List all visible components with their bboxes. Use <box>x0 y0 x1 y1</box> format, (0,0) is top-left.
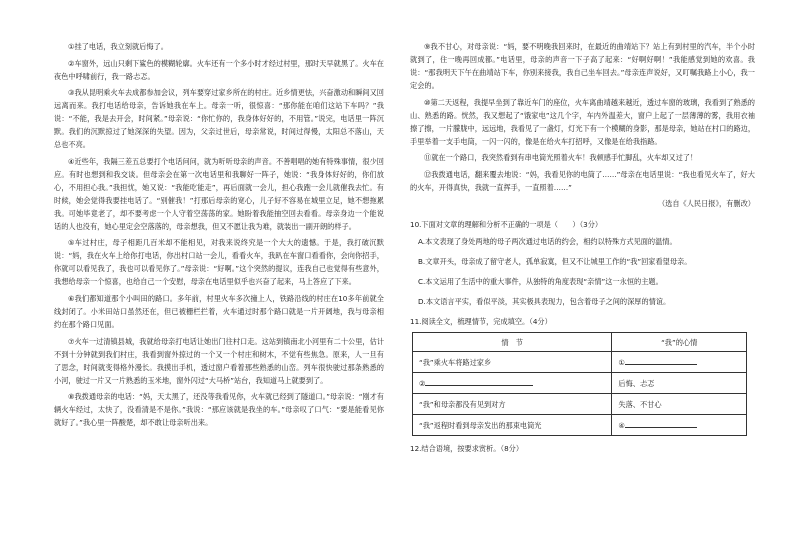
mood-cell: 失落、不甘心 <box>612 394 747 415</box>
blank-label: ④ <box>618 421 625 431</box>
mood-cell <box>612 415 747 436</box>
paragraph-10: ⑩第二天返程，我提早坐到了靠近车门的座位，火车离曲靖越来越近，透过车窗的玻璃，我看到了熟悉的山、熟悉的路。恍然，我又想起了“饿家电”这几个字，车内外温差大，窗户上起了一层薄薄的雾，我用衣袖擦了擦，一片朦胧中，远远地，我看见了一盏灯，灯光下有一个模糊的身影，那是母亲，她站在村口的路边，手里举着一支手电筒，一闪一闪的，像是在给火车打招呼，又像是在给我指路。 <box>410 97 756 146</box>
plot-cell: “我”返程时看到母亲发出的那束电筒光 <box>413 415 612 436</box>
table-row <box>413 415 747 436</box>
plot-cell <box>413 373 612 394</box>
paragraph-1: ①挂了电话，我立刻就后悔了。 <box>68 42 168 51</box>
answer-blank[interactable] <box>625 355 697 365</box>
paragraph-9: ⑨我不甘心，对母亲说：“妈，要不明晚我回来时，在最近的曲靖站下？站上有到村里的汽车，半个小时就到了，住一晚再回成都。”电话里，母亲的声音一下子高了起来：“好啊好啊！”我能感觉到她的欢喜。我说：“那我明天下午在曲靖站下车，你别来接我，我自己坐车回去。”母亲连声说好，又叮嘱我路上小心，我一定会的。 <box>410 42 755 90</box>
header-plot: 情 节 <box>413 333 612 352</box>
paragraph-11: ⑪就在一个路口，我突然看到有串电筒光照着火车！我顿感手忙脚乱，火车却又过了！ <box>424 153 698 163</box>
plot-mood-table <box>412 332 747 436</box>
question-10-option-d: D.本文语言平实，看似平淡，其实极具表现力，包含着母子之间的深厚的情谊。 <box>418 297 671 307</box>
question-10-option-a: A.本文表现了身处两地的母子两次通过电话的约会，相约以特殊方式见面的温情。 <box>418 237 677 247</box>
mood-cell <box>612 352 747 373</box>
source-note: （选自《人民日报》，有删改） <box>657 199 755 209</box>
plot-cell: “我”乘火车将路过家乡 <box>413 352 612 373</box>
blank-label: ① <box>618 358 625 368</box>
paragraph-2: ②车窗外，远山只剩下鲨色的模糊轮廓。火车还有一个多小时才经过村里，那时天早就黑了。火车在夜色中呼啸前行，我一路忐忑。 <box>54 58 384 81</box>
question-12-stem: 12.结合语境，按要求赏析。（8分） <box>410 444 524 454</box>
table-row <box>413 373 747 394</box>
header-mood: “我”的心情 <box>612 333 747 352</box>
paragraph-3: ③我从昆明乘火车去成都参加会议，列车要穿过家乡所在的村庄。近乡情更怯，兴奋激动和瞬间又回远离而来。我打电话给母亲，告诉她我在车上。母亲一听，很惊喜：“那你能在咱们这站下车吗？”我说：“不能，我是去开会，时间紧。”母亲说：“你忙你的，我身体好好的，不用管。”说完，电话里一阵沉默。我们的沉默掠过了她深深的失望。因为，父亲过世后，母亲常说，时间过得慢，太阳总不落山，天总也不亮。 <box>54 88 384 150</box>
question-10-stem: 10.下面对文章的理解和分析不正确的一项是（ ）（3分） <box>410 220 603 230</box>
paragraph-8: ⑧我拨通母亲的电话：“妈，天太黑了，还没等我看见你，火车就已经到了隧道口。”母亲说：“刚才有辆火车经过，太快了，没看清是不是你。”我说：“那应该就是我坐的车。”母亲叹了口气：“要是能看见你就好了。”我心里一阵酸楚，却不敢让母亲听出来。 <box>54 392 384 428</box>
mood-cell: 后悔、忐忑 <box>612 373 747 394</box>
question-10-option-b: B.文章开头，母亲成了留守老人，孤单寂寞，但又不让城里工作的“我”回家看望母亲。 <box>418 257 692 267</box>
plot-cell: “我”和母亲都没有见到对方 <box>413 394 612 415</box>
answer-blank[interactable] <box>425 376 533 386</box>
paragraph-12: ⑫我拨通电话，翻来覆去地说：“妈，我看见你的电筒了……”母亲在电话里说：“我也看见火车了，好大的火车，开得真快，我就一直挥手，一直照着……” <box>410 169 755 192</box>
question-11-stem: 11.阅读全文，梳理情节，完成填空。（4分） <box>410 317 552 327</box>
answer-blank[interactable] <box>625 418 697 428</box>
blank-label: ② <box>419 379 426 389</box>
paragraph-6: ⑥我们都知道那个小叫田的路口。多年前，村里火车多次撞上人，铁路沿线的村庄在10多年前就全线封闭了。小米田站口虽然还在，但已被栅栏拦着，火车通过时那个路口就是一片开阔地，我与母亲相约在那个路口见面。 <box>54 293 384 329</box>
table-row <box>413 352 747 373</box>
question-10-option-c: C.本文运用了生活中的重大事件，从独特的角度表现“亲情”这一永恒的主题。 <box>418 277 663 287</box>
right-column <box>410 40 755 459</box>
left-column <box>54 40 384 433</box>
table-header-row <box>413 333 747 352</box>
table-row <box>413 394 747 415</box>
paragraph-7: ⑦火车一过清镇县城，我就给母亲打电话让她出门往村口走。这站到镇南北小河里有二十公里，估计不到十分钟就到我们村庄，我看到窗外掠过的一个又一个村庄和树木，不觉有些焦急。原来，人一旦有了思念，时间就变得格外漫长。我摸出手机，透过窗户看着那些熟悉的山峦。列车很快驶过那条熟悉的小河，驶过一片又一片熟悉的玉米地，窗外闪过“大马桥”站台，我知道马上就要到了。 <box>54 336 384 385</box>
paragraph-5: ⑤车过村庄，母子相距几百米却不能相见，对我来说终究是一个大大的遗憾。于是，我打破沉默说：“妈，我在火车上给你打电话，你出村口站一会儿，看看火车，我趴在车窗口看看你，会向你招手，你就可以看见我了，我也可以看见你了。”母亲说：“好啊。”这个突然的提议，连我自己也觉得有些意外，我想给母亲一个惊喜，也给自己一个安慰，母亲在电话里似乎也兴奋了起来，马上答应了下来。 <box>54 238 384 287</box>
paragraph-4: ④近些年，我隔三差五总要打个电话问问，就为听听母亲的声音。不善唱唱的她有特殊事情，很少回应。有时也想到和我交谈。但母亲会在第一次电话里和我聊好一阵子，她说：“我身体好好的，你们放心，不用担心我。”我担忧，她又说：“我能吃能走”，再后面就一会儿，担心我跑一会儿就催我去忙。有时候，她会觉得我要挂电话了。“别催我！”打那后母亲的宽心，儿子好不容易在城里立足，她不想拖累我。可她毕竟老了，却不要考虑一个人守着空荡荡的家。她盼着我能抽空回去看看。母亲身边一个能说话的人也没有，她心里定会空落落的，母亲想我，但又不愿让我为难，就装出一副开朗的样子。 <box>54 156 384 231</box>
